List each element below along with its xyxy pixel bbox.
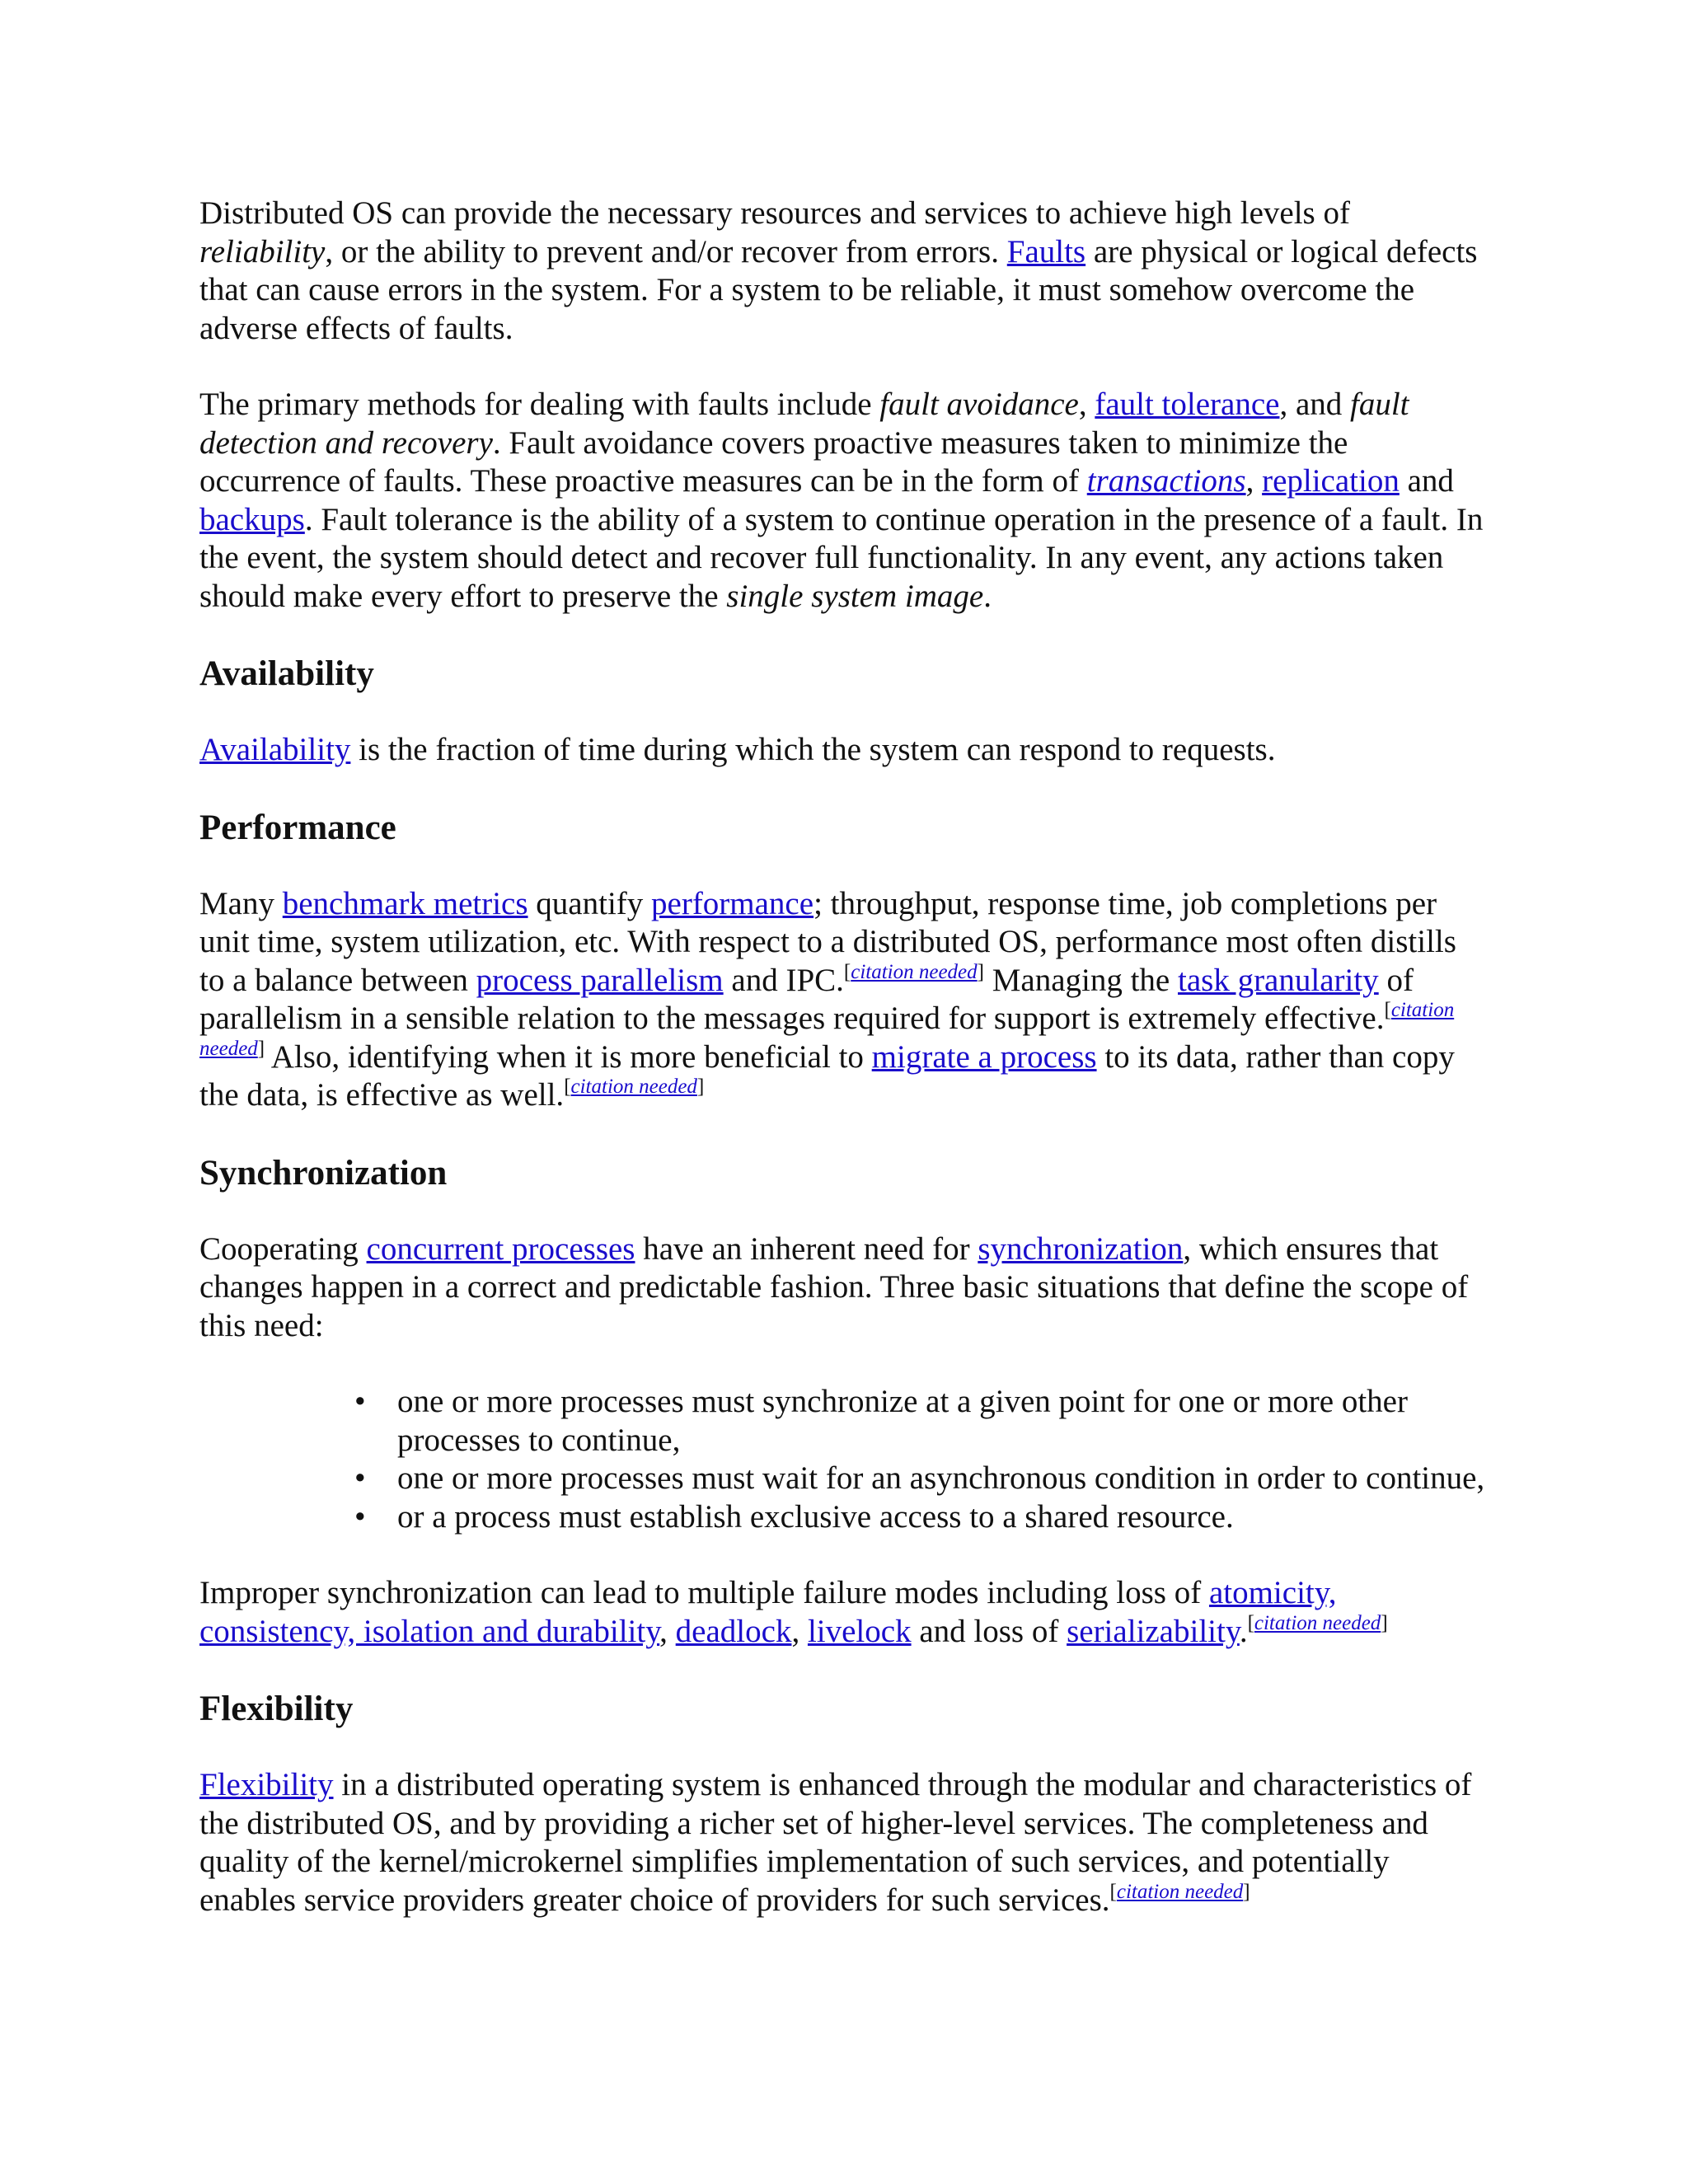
availability-heading: Availability [199, 654, 374, 693]
text: Also, identifying when it is more beneficial to [270, 1038, 864, 1075]
citation-needed [1110, 1881, 1250, 1903]
task-granularity-link[interactable]: task granularity [1178, 962, 1379, 998]
text: [ [1109, 1880, 1117, 1903]
text: in a distributed operating system is enhanced through the modular and characteristics of the distributed OS, and by providing a richer set of higher-level services. The completeness and quality of the kernel/microkernel simplifies implementation of such services, and potentially enables service providers greater choice of providers for such services. [199, 1767, 1472, 1918]
single-system-image-term: single system image [726, 578, 984, 614]
deadlock-link[interactable]: deadlock [675, 1613, 792, 1649]
text: ] [1243, 1880, 1250, 1903]
transactions-link[interactable] [1087, 463, 1246, 499]
text: of parallelism in a sensible relation to the messages required for support is extremely effective. [199, 962, 1414, 1036]
text: [ [564, 1076, 571, 1098]
migrate-process-link[interactable]: migrate a process [871, 1038, 1097, 1075]
text: Managing the [992, 962, 1170, 998]
text: and IPC. [731, 962, 844, 998]
synchronization-paragraph [199, 1230, 1485, 1346]
text: and loss of [919, 1613, 1059, 1649]
text: , which ensures that changes happen in a correct and predictable fashion. Three basic situations that define the scope of this need: [199, 1230, 1469, 1343]
text: , or the ability to prevent and/or recover from errors. [325, 233, 999, 269]
text: ] [257, 1037, 265, 1060]
text: [ [1384, 999, 1391, 1021]
reliability-term: reliability [199, 233, 326, 269]
flexibility-link[interactable]: Flexibility [199, 1767, 334, 1802]
text: [ [843, 960, 851, 983]
performance-link[interactable]: performance [651, 885, 814, 921]
text: . [983, 578, 992, 614]
list-item: • one or more processes must synchronize at a given point for one or more other processes to continue, [397, 1383, 1485, 1460]
citation-needed [564, 1076, 704, 1098]
process-parallelism-link[interactable]: process parallelism [476, 962, 724, 998]
intro-paragraph-reliability [199, 194, 1485, 348]
text: Many [199, 885, 274, 921]
citation-needed-link[interactable]: citation needed [199, 999, 1455, 1060]
performance-paragraph [199, 885, 1485, 1115]
backups-link[interactable]: backups [199, 501, 305, 537]
fault-tolerance-link[interactable]: fault tolerance [1095, 387, 1280, 422]
text: have an inherent need for [643, 1230, 970, 1267]
citation-needed-link[interactable]: citation needed [851, 960, 978, 983]
citation-needed [1248, 1612, 1388, 1634]
replication-link[interactable]: replication [1262, 463, 1400, 499]
citation-needed-link[interactable]: citation needed [1254, 1611, 1381, 1634]
text: . Fault avoidance covers proactive measures taken to minimize the occurrence of faults. These proactive measures can be in the form of [199, 424, 1348, 499]
performance-heading: Performance [199, 808, 396, 847]
text: ] [1381, 1611, 1388, 1634]
text: , [659, 1613, 668, 1649]
synchronization-heading: Synchronization [199, 1153, 448, 1193]
text: is the fraction of time during which the system can respond to requests. [359, 732, 1276, 767]
text: ] [696, 1076, 705, 1098]
intro-paragraph-faults [199, 386, 1485, 616]
text: Cooperating [199, 1230, 359, 1267]
text: Distributed OS can provide the necessary resources and services to achieve high levels of [199, 195, 1350, 231]
availability-link[interactable]: Availability [199, 732, 351, 767]
synchronization-bullet-list [199, 1383, 1485, 1536]
list-item: • one or more processes must wait for an asynchronous condition in order to continue, [397, 1460, 1485, 1498]
citation-needed-link[interactable]: citation needed [570, 1076, 697, 1098]
livelock-link[interactable]: livelock [807, 1613, 912, 1649]
text: quantify [536, 885, 644, 921]
text: , [1245, 463, 1254, 499]
flexibility-heading: Flexibility [199, 1690, 354, 1728]
text: , [791, 1613, 800, 1649]
text: to its data, rather than copy the data, is effective as well. [199, 1038, 1455, 1113]
citation-needed-link[interactable]: citation needed [1116, 1880, 1244, 1903]
synchronization-link[interactable]: synchronization [978, 1230, 1184, 1267]
text: are physical or logical defects that can cause errors in the system. For a system to be reliable, it must somehow overcome the adverse effects of faults. [199, 233, 1478, 346]
improper-synchronization-paragraph [199, 1574, 1485, 1651]
text: ] [977, 960, 984, 983]
availability-paragraph [199, 731, 1485, 770]
text: [ [1247, 1611, 1254, 1634]
faults-link[interactable]: Faults [1006, 233, 1086, 269]
text: . [1239, 1613, 1248, 1649]
text: and [1407, 463, 1454, 499]
flexibility-paragraph [199, 1766, 1485, 1919]
text: The primary methods for dealing with faults include [199, 387, 872, 422]
concurrent-processes-link[interactable]: concurrent processes [366, 1230, 635, 1267]
text: ; throughput, response time, job completions per unit time, system utilization, etc. With respect to a distributed OS, performance most often distills to a balance between [199, 885, 1456, 998]
acid-link[interactable]: atomicity, consistency, isolation and durability [199, 1575, 1337, 1649]
transactions-link-label: transactions [1086, 463, 1246, 499]
fault-avoidance-term: fault avoidance [879, 387, 1079, 422]
document-page [199, 194, 1485, 1957]
citation-needed [844, 961, 984, 983]
text: , and [1279, 387, 1343, 422]
list-item: • or a process must establish exclusive access to a shared resource. [397, 1498, 1485, 1537]
benchmark-metrics-link[interactable]: benchmark metrics [282, 885, 528, 921]
text: Improper synchronization can lead to multiple failure modes including loss of [199, 1575, 1202, 1610]
fault-detection-term: fault detection and recovery [199, 387, 1409, 461]
text: . Fault tolerance is the ability of a system to continue operation in the presence of a fault. In the event, the system should detect and recover full functionality. In any event, any actions taken should make every effort to preserve the [199, 501, 1484, 614]
text: , [1078, 387, 1087, 422]
serializability-link[interactable]: serializability [1067, 1613, 1240, 1649]
